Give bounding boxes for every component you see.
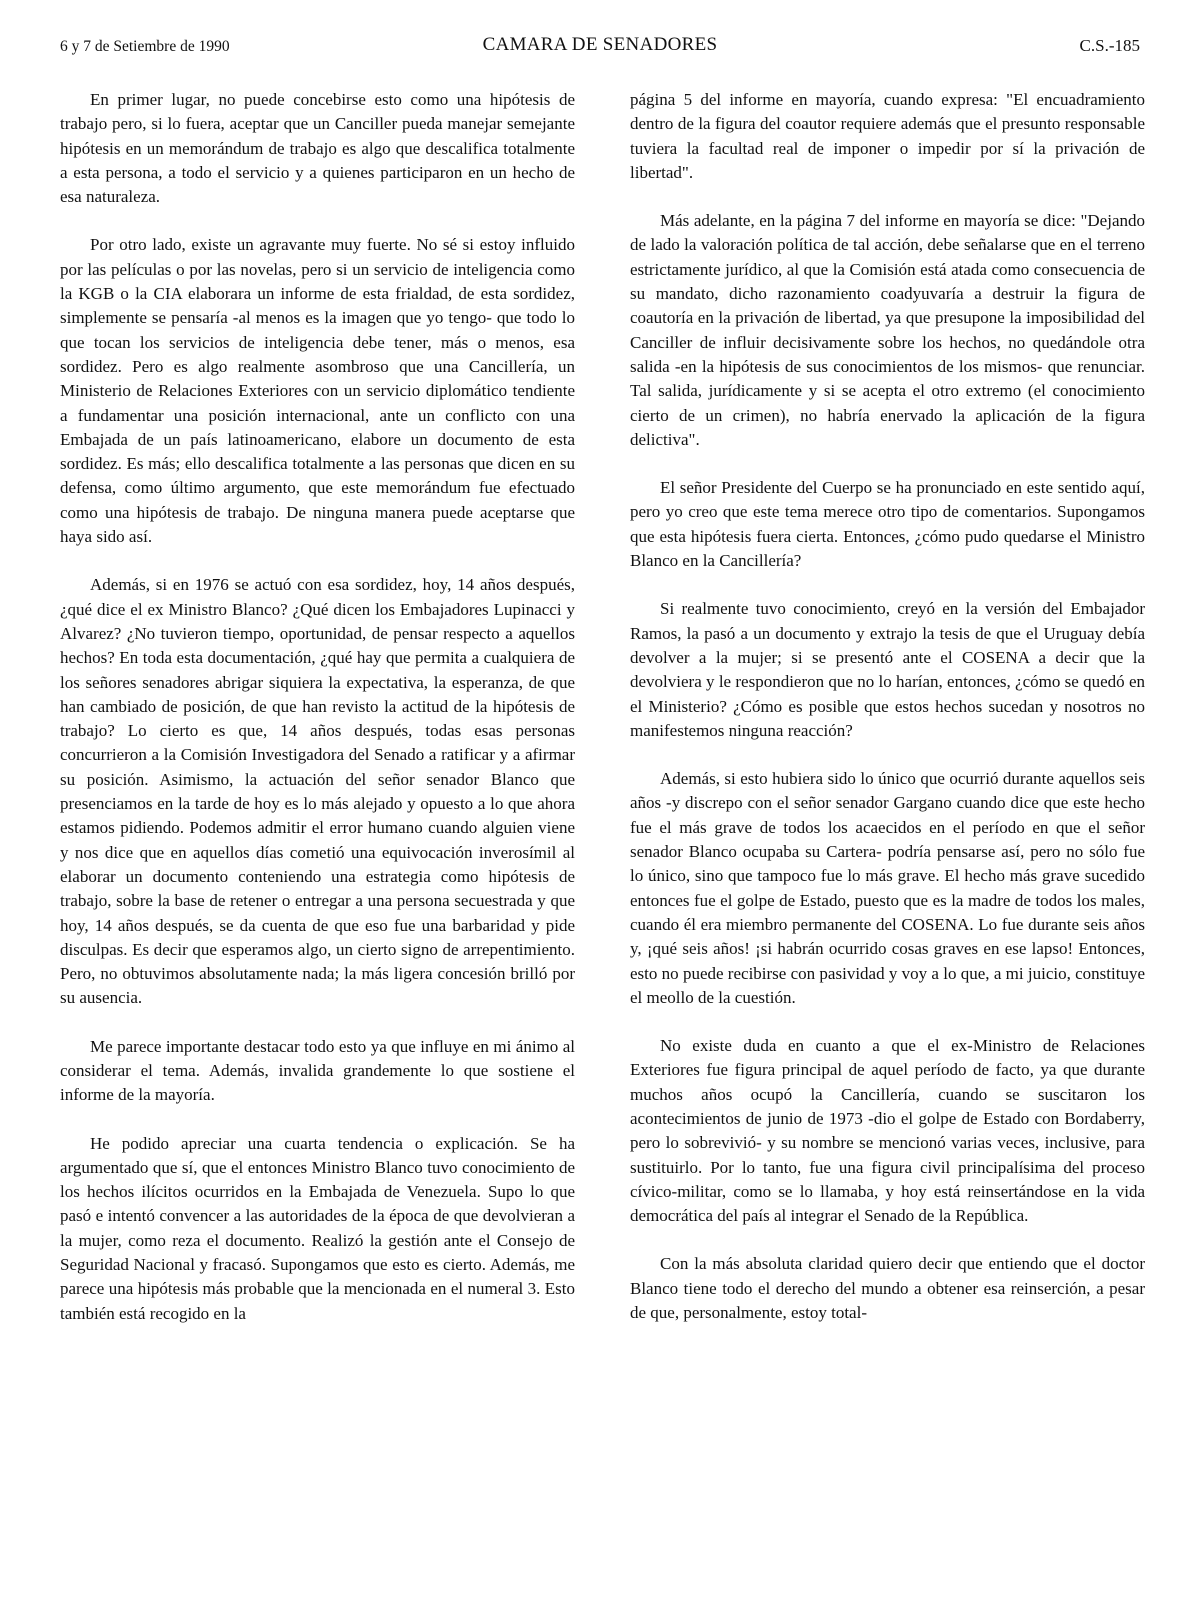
header-title: CAMARA DE SENADORES [482,34,718,55]
paragraph: No existe duda en cuanto a que el ex-Ministro de Relaciones Exteriores fue figura principal de aquel período de facto, ya que durante muchos años ocupó la Cancillería, cuando se suscitaron los acontecimientos de junio de 1973 -dio el golpe de Estado con Bordaberry, pero lo sobrevivió- y su nombre se mencionó varias veces, inclusive, para sustituirlo. Por lo tanto, fue una figura civil principalísima del proceso cívico-militar, como se lo llamaba, y hoy está reinsertándose en la vida democrática del país al integrar el Senado de la República. [630,1036,1145,1226]
paragraph-continuation: página 5 del informe en mayoría, cuando expresa: "El encuadramiento dentro de la figura del coautor requiere además que el presunto responsable tuviera la facultad real de imponer o impedir por sí la privación de libertad". [630,90,1145,182]
paragraph: Más adelante, en la página 7 del informe en mayoría se dice: "Dejando de lado la valoración política de tal acción, debe señalarse que en el terreno estrictamente jurídico, al que la Comisión está atada como consecuencia de su mandato, dicho razonamiento coadyuvaría a destruir la figura de coautoría en la privación de libertad, ya que presupone la imposibilidad del Canciller de influir decisivamente sobre los hechos, no quedándole otra salida -en la hipótesis de sus conocimientos de los mismos- que renunciar. Tal salida, jurídicamente y si se acepta el otro extremo (el conocimiento cierto de un crimen), no habría enervado la aplicación de la figura delictiva". [630,211,1145,449]
left-column [60,88,575,1326]
header-date: 6 y 7 de Setiembre de 1990 [60,38,230,55]
paragraph: He podido apreciar una cuarta tendencia o explicación. Se ha argumentado que sí, que el entonces Ministro Blanco tuvo conocimiento de los hechos ilícitos ocurridos en la Embajada de Venezuela. Supo lo que pasó e intentó convencer a las autoridades de la época de que devolvieran a la mujer, como reza el documento. Realizó la gestión ante el Consejo de Seguridad Nacional y fracasó. Supongamos que esto es cierto. Además, me parece una hipótesis más probable que la mencionada en el numeral 3. Esto también está recogido en la [60,1133,575,1323]
paragraph: Si realmente tuvo conocimiento, creyó en la versión del Embajador Ramos, la pasó a un documento y extrajo la tesis de que el Uruguay debía devolver a la mujer; si se presentó ante el COSENA a decir que la devolviera y le respondieron que no lo harían, entonces, ¿cómo se quedó en el Ministerio? ¿Cómo es posible que estos hechos sucedan y nosotros no manifestemos ninguna reacción? [630,599,1145,740]
paragraph: Con la más absoluta claridad quiero decir que entiendo que el doctor Blanco tiene todo el derecho del mundo a obtener esa reinserción, a pesar de que, personalmente, estoy total- [630,1254,1145,1323]
right-column [630,88,1145,1325]
page-header [60,34,1140,60]
paragraph: Además, si esto hubiera sido lo único que ocurrió durante aquellos seis años -y discrepo con el señor senador Gargano cuando dice que este hecho fue el más grave de todos los acaecidos en el período en que el señor senador Blanco ocupaba su Cartera- podría pensarse así, pero no sólo fue lo único, sino que tampoco fue lo más grave. El hecho más grave sucedido entonces fue el golpe de Estado, puesto que es la madre de todos los males, cuando él era miembro permanente del COSENA. Lo fue durante seis años y, ¡qué seis años! ¡si habrán ocurrido cosas graves en ese lapso! Entonces, esto no puede recibirse con pasividad y voy a lo que, a mi juicio, constituye el meollo de la cuestión. [630,769,1145,1007]
paragraph: Además, si en 1976 se actuó con esa sordidez, hoy, 14 años después, ¿qué dice el ex Ministro Blanco? ¿Qué dicen los Embajadores Lupinacci y Alvarez? ¿No tuvieron tiempo, oportunidad, de pensar respecto a aquellos hechos? En toda esta documentación, ¿qué hay que permita a cualquiera de los señores senadores abrigar siquiera la expectativa, la esperanza, de que han cambiado de posición, de que han revisto la actitud de la hipótesis de trabajo? Lo cierto es que, 14 años después, todas esas personas concurrieron a la Comisión Investigadora del Senado a ratificar y a afirmar su posición. Asimismo, la actuación del señor senador Blanco que presenciamos en la tarde de hoy es lo más alejado y opuesto a lo que ahora estamos pidiendo. Podemos admitir el error humano cuando alguien viene y nos dice que en aquellos días cometió una equivocación inverosímil al elaborar un documento conteniendo una estrategia como hipótesis de trabajo, sobre la base de retener o entregar a una persona secuestrada y que hoy, 14 años después, se da cuenta de que eso fue una barbaridad y pide disculpas. Es decir que esperamos algo, un cierto signo de arrepentimiento. Pero, no obtuvimos absolutamente nada; la más ligera concesión brilló por su ausencia. [60,575,575,1008]
header-page-number: C.S.-185 [1079,36,1140,55]
paragraph: Me parece importante destacar todo esto ya que influye en mi ánimo al considerar el tema. Además, invalida grandemente lo que sostiene el informe de la mayoría. [60,1036,575,1105]
paragraph: Por otro lado, existe un agravante muy fuerte. No sé si estoy influido por las películas o por las novelas, pero si un servicio de inteligencia como la KGB o la CIA elaborara un informe de esta frialdad, de esta sordidez, simplemente se pensaría -al menos es la imagen que yo tengo- que todo lo que tocan los servicios de inteligencia debe tener, más o menos, esa sordidez. Pero es algo realmente asombroso que una Cancillería, un Ministerio de Relaciones Exteriores con un servicio diplomático tendiente a fundamentar una posición internacional, ante un conflicto con una Embajada de un país latinoamericano, elabore un documento de esta sordidez. Es más; ello descalifica totalmente a las personas que dicen en su defensa, como último argumento, que este memorándum fue efectuado como una hipótesis de trabajo. De ninguna manera puede aceptarse que haya sido así. [60,235,575,547]
paragraph: El señor Presidente del Cuerpo se ha pronunciado en este sentido aquí, pero yo creo que este tema merece otro tipo de comentarios. Supongamos que esta hipótesis fuera cierta. Entonces, ¿cómo pudo quedarse el Ministro Blanco en la Cancillería? [630,478,1145,571]
paragraph: En primer lugar, no puede concebirse esto como una hipótesis de trabajo pero, si lo fuera, aceptar que un Canciller pueda manejar semejante hipótesis en un memorándum de trabajo es algo que descalifica totalmente a esta persona, a todo el servicio y a quienes participaron en un hecho de esa naturaleza. [60,90,575,207]
